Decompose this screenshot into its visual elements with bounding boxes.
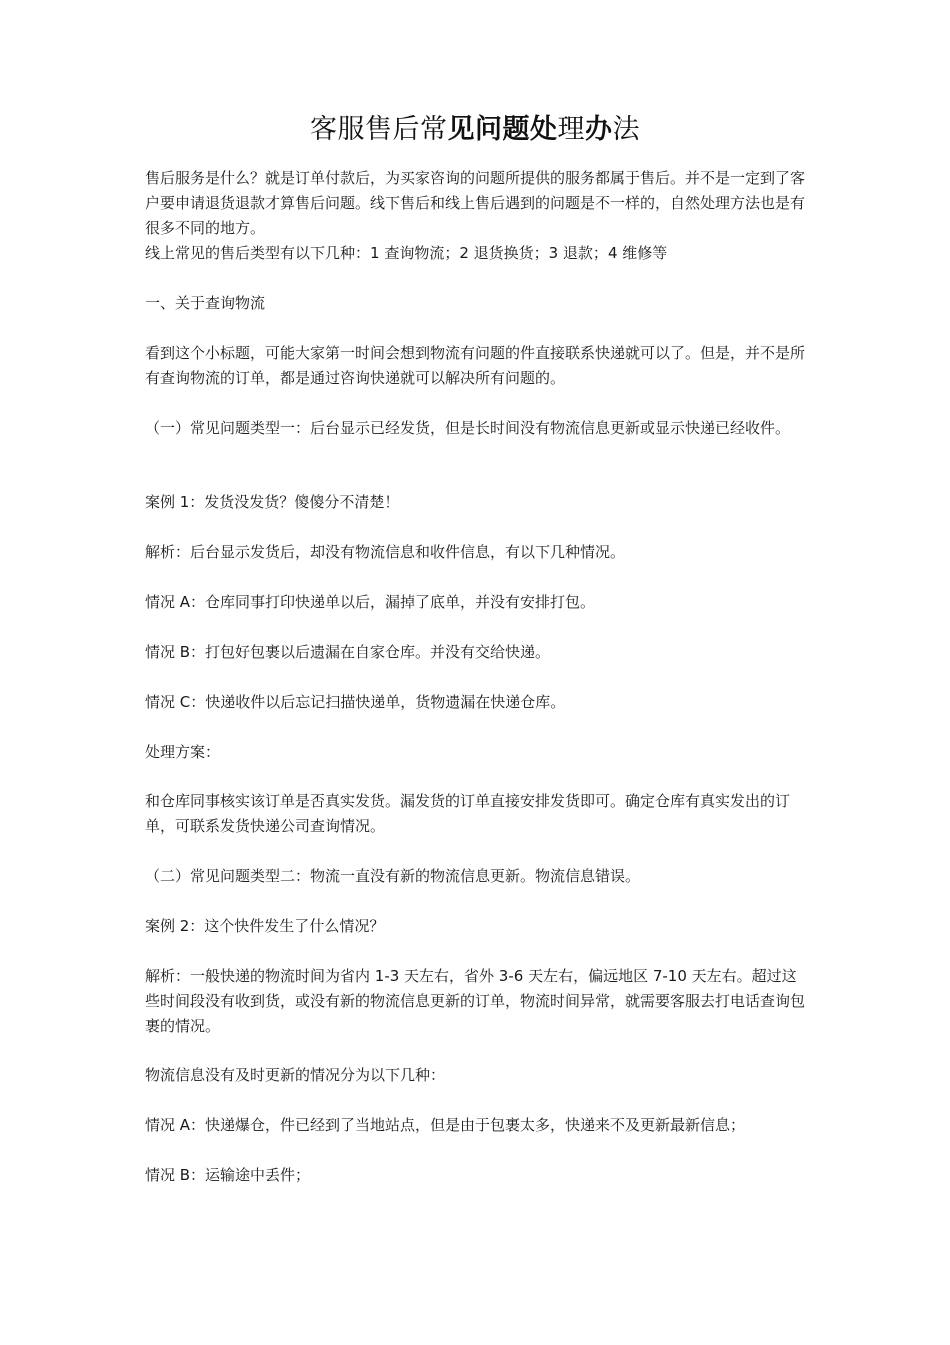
intro-paragraph: 售后服务是什么？就是订单付款后，为买家咨询的问题所提供的服务都属于售后。并不是一定到了客户要申请退货退款才算售后问题。线下售后和线上售后遇到的问题是不一样的，自然处理方法也是有很多不同的地方。 bbox=[145, 169, 806, 237]
solution-label: 处理方案： bbox=[145, 743, 221, 761]
case-2-situation-a: 情况 A：快递爆仓，件已经到了当地站点，但是由于包裹太多，快递来不及更新最新信息； bbox=[145, 1116, 746, 1134]
section-heading-logistics: 一、关于查询物流 bbox=[145, 294, 266, 312]
case-2-situation-b: 情况 B：运输途中丢件； bbox=[145, 1166, 311, 1184]
types-paragraph: 线上常见的售后类型有以下几种：1 查询物流；2 退货换货；3 退款；4 维修等 bbox=[145, 244, 668, 262]
case-1-situation-c: 情况 C：快递收件以后忘记扫描快递单，货物遗漏在快递仓库。 bbox=[145, 693, 566, 711]
case-1-situation-b: 情况 B：打包好包裹以后遗漏在自家仓库。并没有交给快递。 bbox=[145, 643, 551, 661]
reasons-label: 物流信息没有及时更新的情况分为以下几种： bbox=[145, 1066, 446, 1084]
title-part: 见问题 bbox=[447, 114, 530, 145]
case-1-situation-a: 情况 A：仓库同事打印快递单以后，漏掉了底单，并没有安排打包。 bbox=[145, 593, 596, 611]
title-part: 客服售后常 bbox=[310, 114, 448, 145]
problem-type-2: （二）常见问题类型二：物流一直没有新的物流信息更新。物流信息错误。 bbox=[145, 867, 641, 885]
title-part: 理 bbox=[557, 114, 585, 145]
title-part: 办 bbox=[585, 114, 613, 145]
document-title bbox=[0, 112, 950, 148]
analysis-1: 解析：后台显示发货后，却没有物流信息和收件信息，有以下几种情况。 bbox=[145, 543, 626, 561]
case-1-heading: 案例 1：发货没发货？傻傻分不清楚！ bbox=[145, 493, 400, 511]
case-2-heading: 案例 2：这个快件发生了什么情况？ bbox=[145, 917, 385, 935]
solution-1: 和仓库同事核实该订单是否真实发货。漏发货的订单直接安排发货即可。确定仓库有真实发出的订单，可联系发货快递公司查询情况。 bbox=[145, 792, 791, 835]
problem-type-1: （一）常见问题类型一：后台显示已经发货，但是长时间没有物流信息更新或显示快递已经收件。 bbox=[145, 419, 791, 437]
title-part: 处 bbox=[530, 114, 558, 145]
title-part: 法 bbox=[612, 114, 640, 145]
section-intro-paragraph: 看到这个小标题，可能大家第一时间会想到物流有问题的件直接联系快递就可以了。但是，并不是所有查询物流的订单，都是通过咨询快递就可以解决所有问题的。 bbox=[145, 344, 806, 387]
analysis-2: 解析：一般快递的物流时间为省内 1-3 天左右，省外 3-6 天左右，偏远地区 7-10 天左右。超过这些时间段没有收到货，或没有新的物流信息更新的订单，物流时间异常，就需要客服去打电话查询包裹的情况。 bbox=[145, 967, 806, 1035]
